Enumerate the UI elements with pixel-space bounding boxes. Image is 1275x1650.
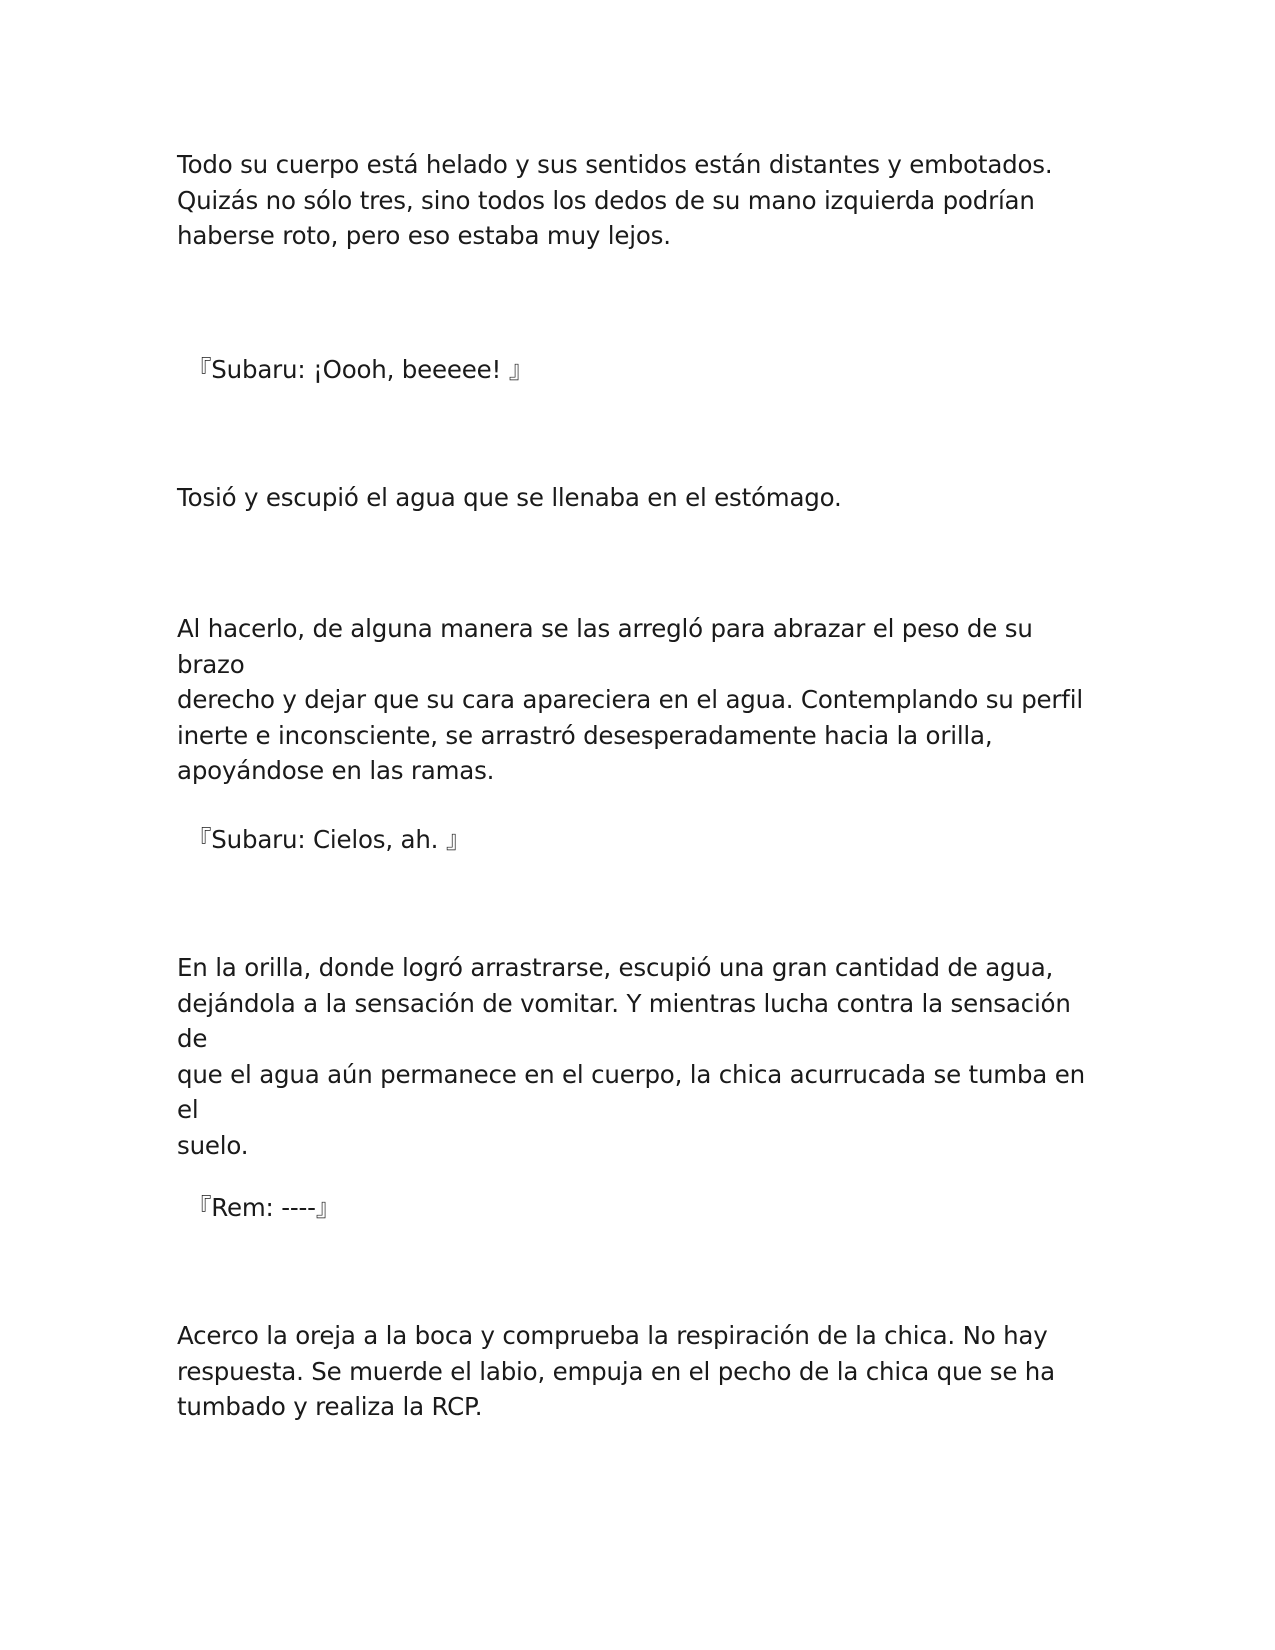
narrative-paragraph: Acerco la oreja a la boca y comprueba la respiración de la chica. No hay respuesta. Se muerde el labio, empuja en el pecho de la chica que se ha tumbado y realiza la RCP. [177, 1321, 1055, 1421]
dialogue-line: 『Subaru: Cielos, ah. 』 [187, 825, 471, 854]
dialogue-line: 『Rem: ----』 [187, 1193, 341, 1222]
dialogue-line: 『Subaru: ¡Oooh, beeeee! 』 [187, 355, 534, 384]
narrative-paragraph: Tosió y escupió el agua que se llenaba en el estómago. [177, 483, 842, 512]
narrative-paragraph: En la orilla, donde logró arrastrarse, escupió una gran cantidad de agua, dejándola a la sensación de vomitar. Y mientras lucha contra la sensación de que el agua aún permanece en el cuerpo, la chica acurrucada se tumba en el suelo. [177, 953, 1085, 1160]
narrative-paragraph: Al hacerlo, de alguna manera se las arregló para abrazar el peso de su brazo derecho y dejar que su cara apareciera en el agua. Contemplando su perfil inerte e inconsciente, se arrastró desesperadamente hacia la orilla, apoyándose en las ramas. [177, 614, 1083, 785]
narrative-paragraph: Todo su cuerpo está helado y sus sentidos están distantes y embotados. Quizás no sólo tres, sino todos los dedos de su mano izquierda podrían haberse roto, pero eso estaba muy lejos. [177, 150, 1053, 250]
